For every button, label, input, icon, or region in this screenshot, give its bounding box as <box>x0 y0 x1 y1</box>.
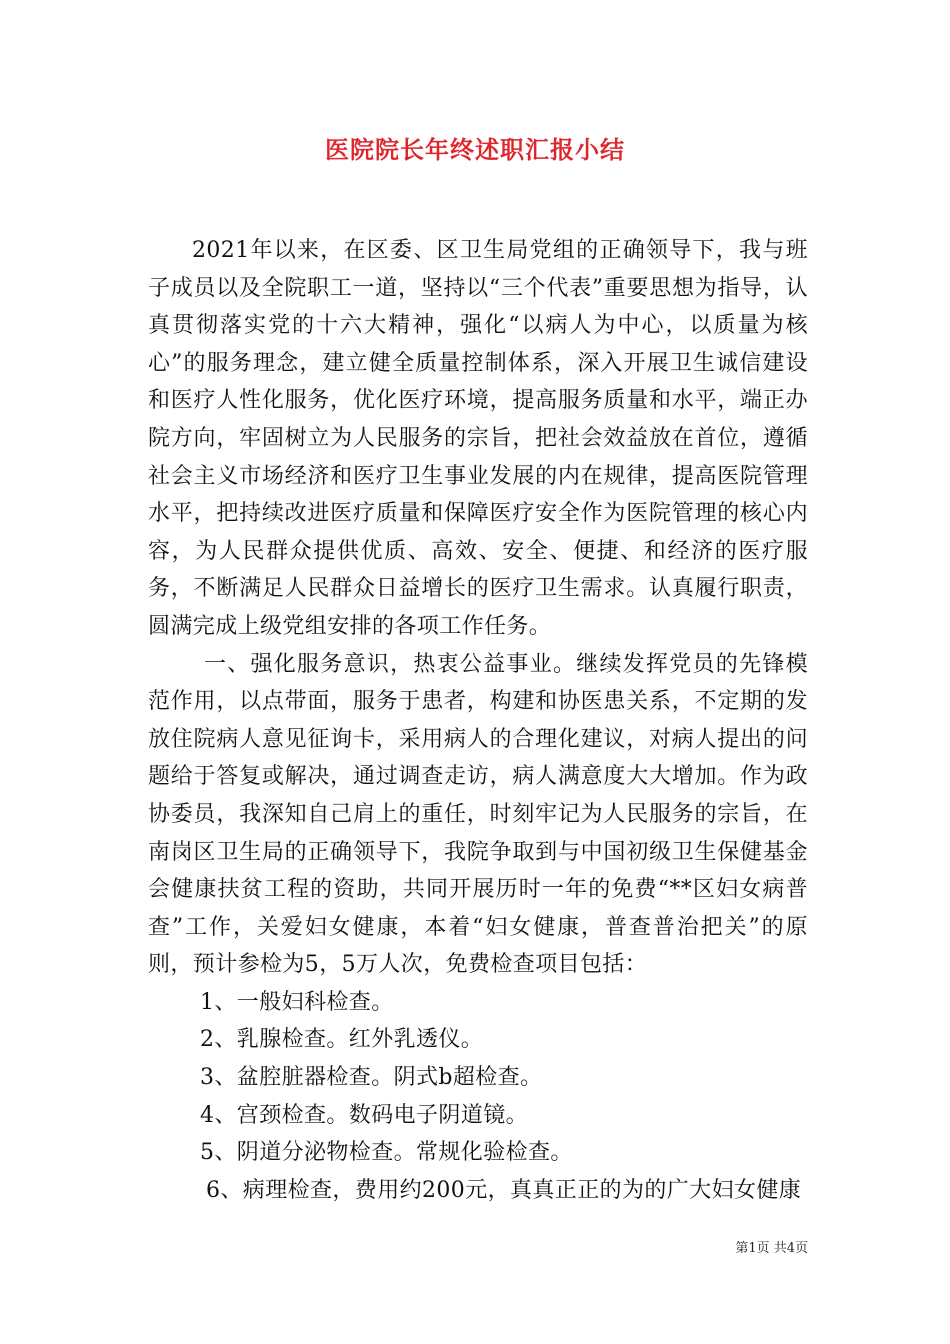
list-item: 4、宫颈检查。数码电子阴道镜。 <box>200 1102 528 1128</box>
intro-paragraph: 2021年以来，在区委、区卫生局党组的正确领导下，我与班子成员以及全院职工一道，坚持以“三个代表”重要思想为指导，认真贯彻落实党的十六大精神，强化“以病人为中心，以质量为核心”的服务理念，建立健全质量控制体系，深入开展卫生诚信建设和医疗人性化服务，优化医疗环境，提高服务质量和水平，端正办院方向，牢固树立为人民服务的宗旨，把社会效益放在首位，遵循社会主义市场经济和医疗卫生事业发展的内在规律，提高医院管理水平，把持续改进医疗质量和保障医疗安全作为医院管理的核心内容，为人民群众提供优质、高效、安全、便捷、和经济的医疗服务，不断满足人民群众日益增长的医疗卫生需求。认真履行职责，圆满完成上级党组安排的各项工作任务。 <box>148 238 808 639</box>
list-item: 6、病理检查，费用约200元，真真正正的为的广大妇女健康 <box>206 1177 802 1203</box>
list-item: 1、一般妇科检查。 <box>200 989 394 1015</box>
section-one-paragraph: 一、强化服务意识，热衷公益事业。继续发挥党员的先锋模范作用，以点带面，服务于患者，构建和协医患关系，不定期的发放住院病人意见征询卡，采用病人的合理化建议，对病人提出的问题给于答复或解决，通过调查走访，病人满意度大大增加。作为政协委员，我深知自己肩上的重任，时刻牢记为人民服务的宗旨，在南岗区卫生局的正确领导下，我院争取到与中国初级卫生保健基金会健康扶贫工程的资助，共同开展历时一年的免费“**区妇女病普查”工作，关爱妇女健康，本着“妇女健康，普查普治把关”的原则，预计参检为5，5万人次，免费检查项目包括： <box>148 651 808 978</box>
exam-item-list <box>148 984 808 1210</box>
list-item: 3、盆腔脏器检查。阴式b超检查。 <box>200 1065 543 1091</box>
document-body <box>148 232 808 1209</box>
list-item: 5、阴道分泌物检查。常规化验检查。 <box>200 1140 573 1166</box>
page-number: 第1页 共4页 <box>735 1241 808 1256</box>
list-item: 2、乳腺检查。红外乳透仪。 <box>200 1027 484 1053</box>
document-title: 医院院长年终述职汇报小结 <box>325 135 625 164</box>
